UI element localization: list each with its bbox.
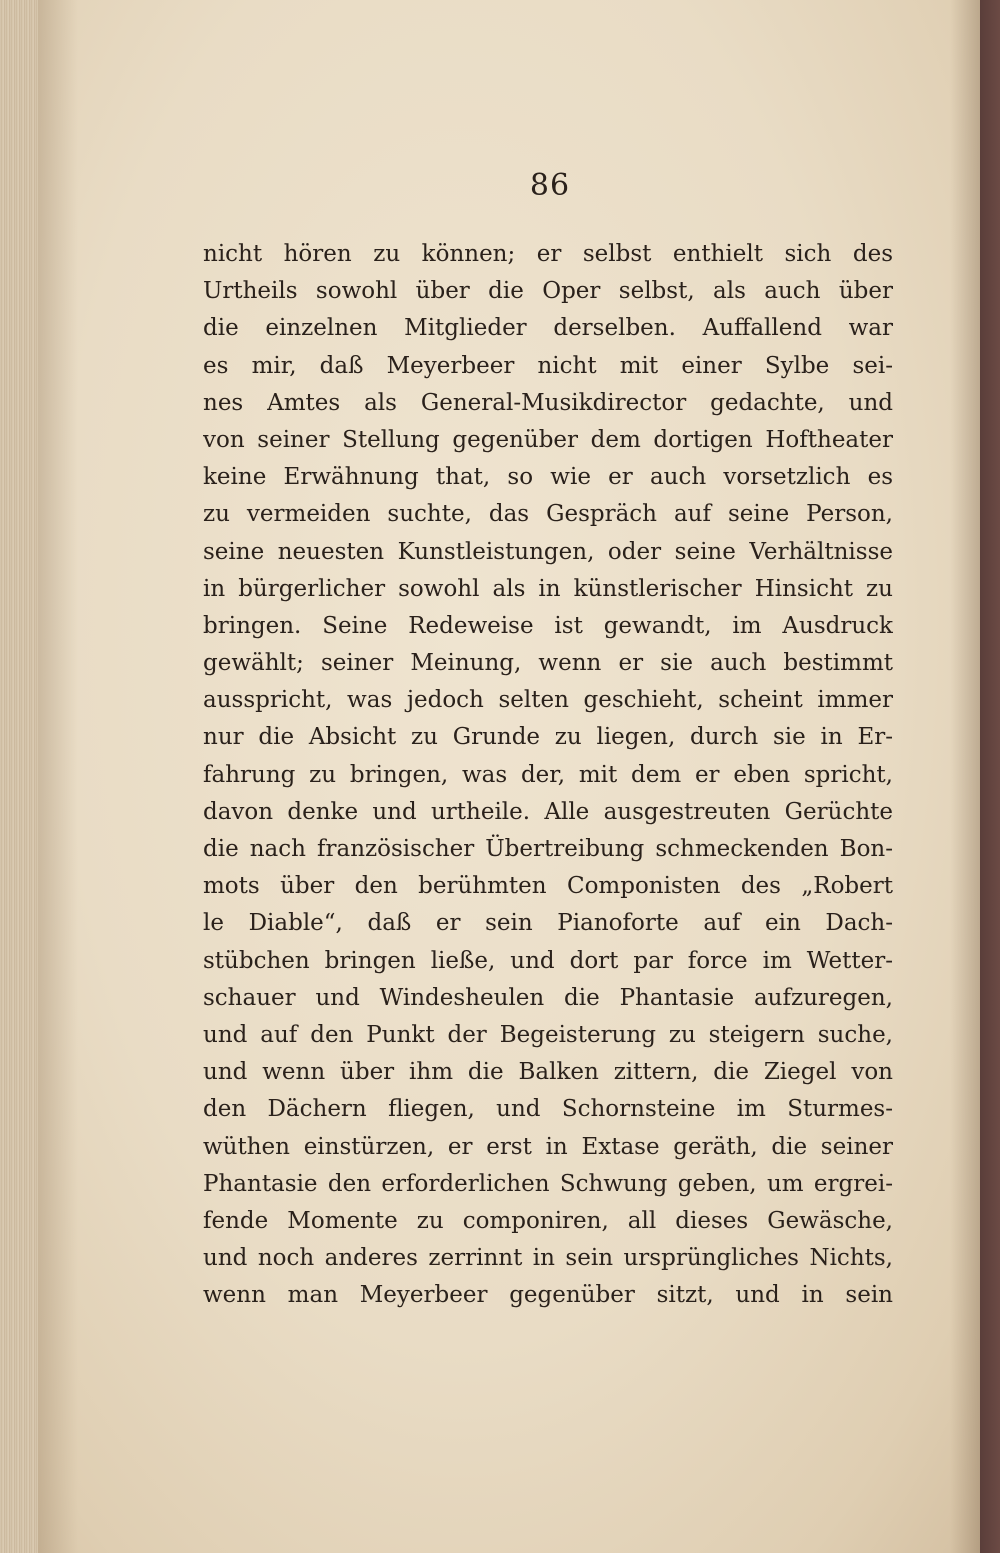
text-line: bringen. Seine Redeweise ist gewandt, im Ausdruck <box>203 612 893 639</box>
page-edges <box>0 0 40 1553</box>
page-number: 86 <box>529 168 571 203</box>
text-line: wüthen einstürzen, er erst in Extase geräth, die seiner <box>203 1133 893 1160</box>
text-line: wenn man Meyerbeer gegenüber sitzt, und in sein <box>203 1282 893 1309</box>
text-line: Urtheils sowohl über die Oper selbst, als auch über <box>203 278 893 305</box>
page-right-shadow <box>950 0 980 1553</box>
text-line: le Diable“, daß er sein Pianoforte auf ein Dach- <box>203 910 893 937</box>
text-line: mots über den berühmten Componisten des „Robert <box>203 873 893 900</box>
text-line: in bürgerlicher sowohl als in künstlerischer Hinsicht zu <box>203 575 893 602</box>
text-line: von seiner Stellung gegenüber dem dortigen Hoftheater <box>203 426 893 453</box>
text-line: und noch anderes zerrinnt in sein ursprüngliches Nichts, <box>203 1245 893 1272</box>
text-line: nur die Absicht zu Grunde zu liegen, durch sie in Er- <box>203 724 893 751</box>
text-line: zu vermeiden suchte, das Gespräch auf seine Person, <box>203 501 893 528</box>
text-line: ausspricht, was jedoch selten geschieht, scheint immer <box>203 687 893 714</box>
book-cover-edge <box>980 0 1000 1553</box>
text-line: die nach französischer Übertreibung schmeckenden Bon- <box>203 836 893 862</box>
text-line: nicht hören zu können; er selbst enthielt sich des <box>203 241 893 267</box>
text-line: den Dächern fliegen, und Schornsteine im Sturmes- <box>203 1096 893 1123</box>
page-gutter-shadow <box>38 0 78 1553</box>
text-line: fende Momente zu componiren, all dieses Gewäsche, <box>203 1207 893 1234</box>
text-line: und wenn über ihm die Balken zittern, die Ziegel von <box>203 1059 893 1086</box>
text-line: stübchen bringen ließe, und dort par force im Wetter- <box>203 947 893 974</box>
text-line: schauer und Windesheulen die Phantasie aufzuregen, <box>203 984 893 1011</box>
text-line: fahrung zu bringen, was der, mit dem er eben spricht, <box>203 761 893 788</box>
body-text <box>203 236 893 1314</box>
text-line: die einzelnen Mitglieder derselben. Auffallend war <box>203 315 893 342</box>
text-line: keine Erwähnung that, so wie er auch vorsetzlich es <box>203 464 893 491</box>
text-line: seine neuesten Kunstleistungen, oder seine Verhältnisse <box>203 538 893 565</box>
text-line: Phantasie den erforderlichen Schwung geben, um ergrei- <box>203 1170 893 1197</box>
text-line: davon denke und urtheile. Alle ausgestreuten Gerüchte <box>203 798 893 825</box>
text-line: es mir, daß Meyerbeer nicht mit einer Sylbe sei- <box>203 352 893 379</box>
text-line: und auf den Punkt der Begeisterung zu steigern suche, <box>203 1021 893 1048</box>
text-line: nes Amtes als General-Musikdirector gedachte, und <box>203 389 893 416</box>
text-line: gewählt; seiner Meinung, wenn er sie auch bestimmt <box>203 650 893 677</box>
